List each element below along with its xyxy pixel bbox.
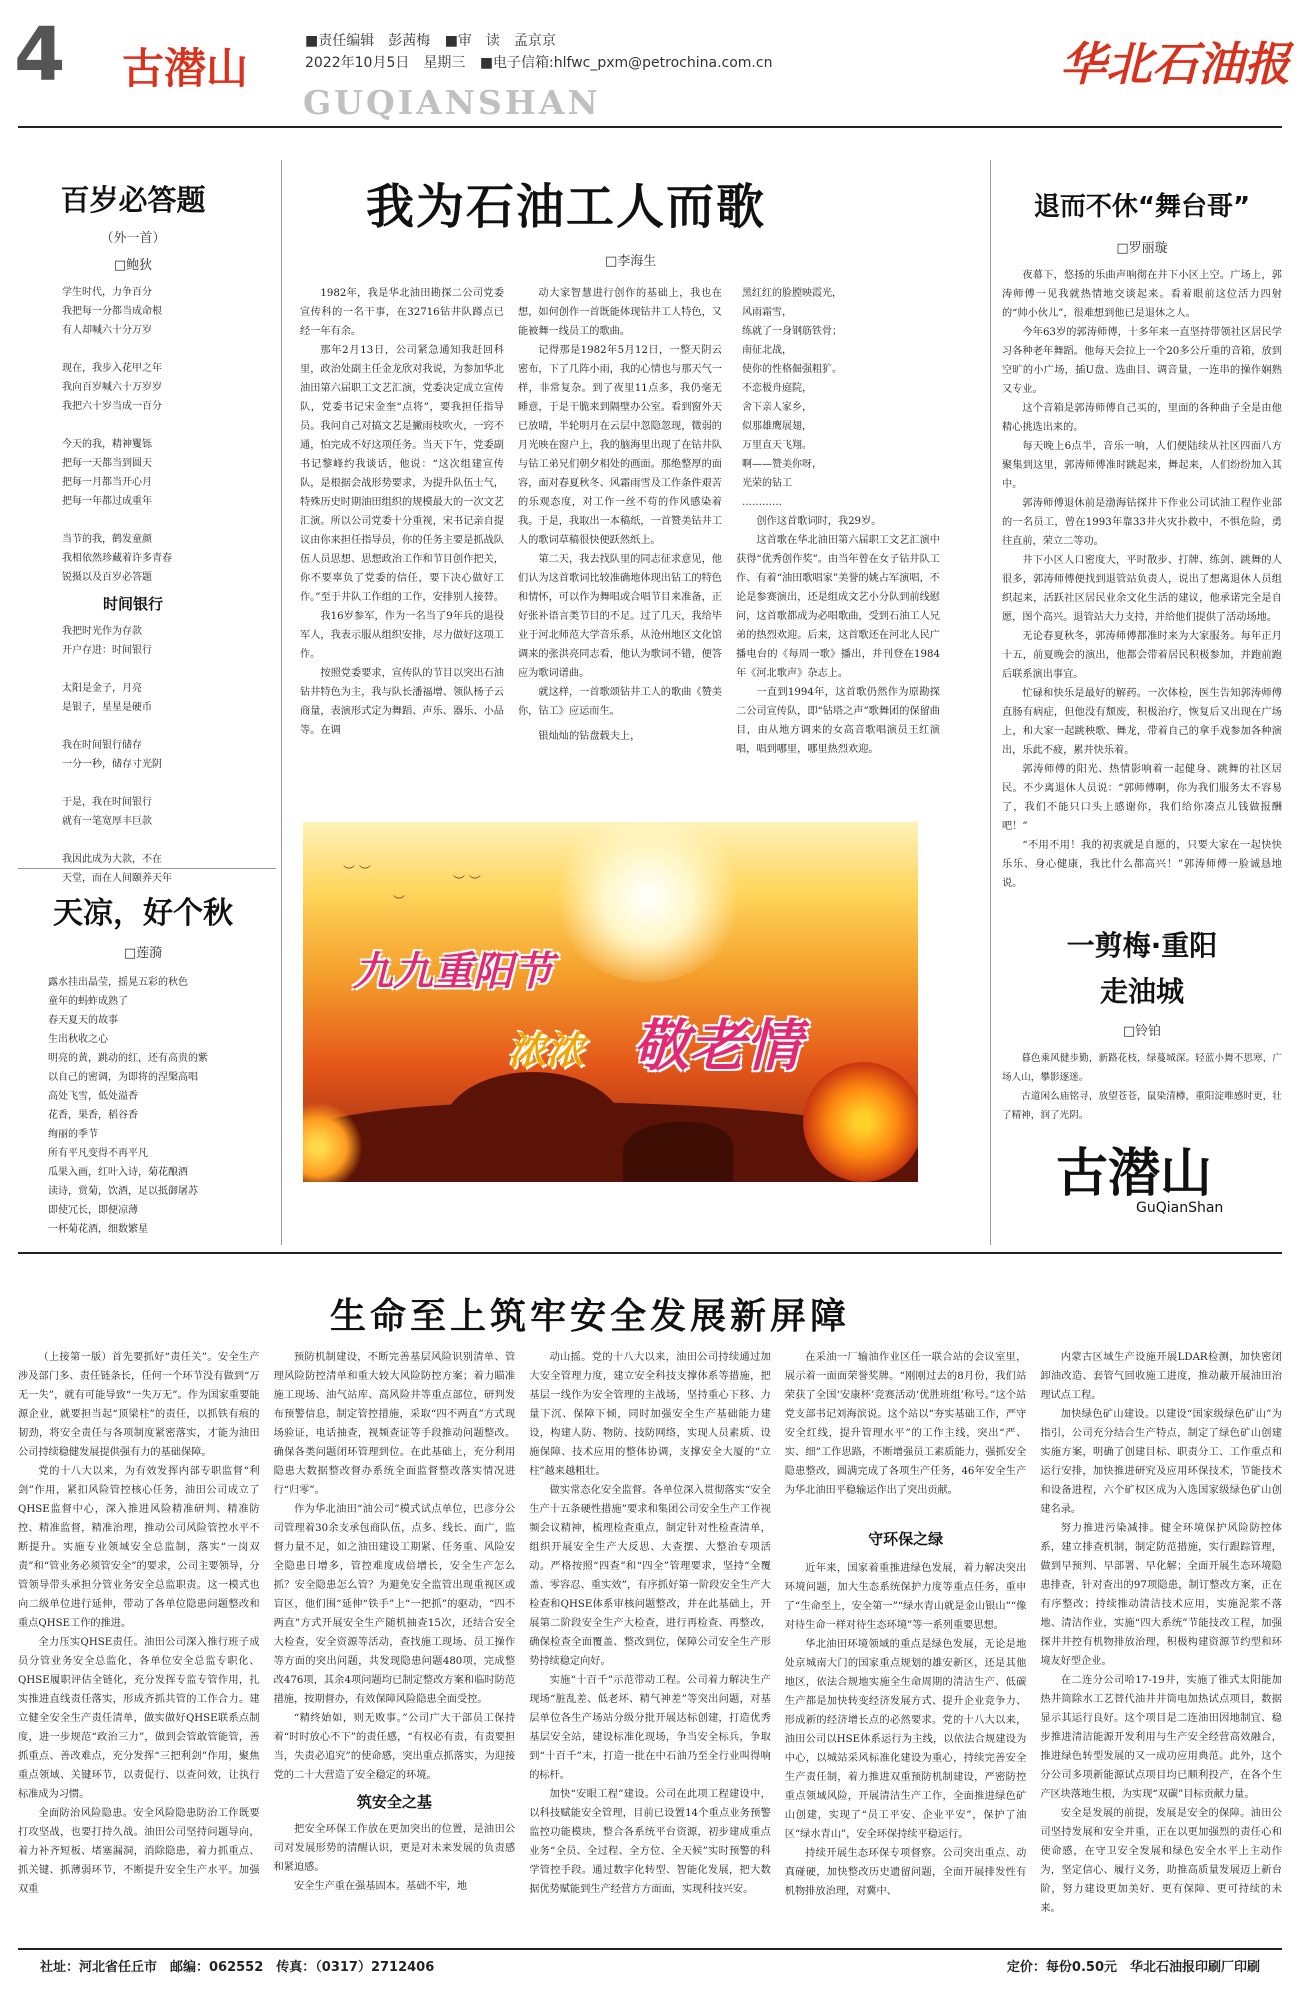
bird-icon: ︶	[393, 894, 406, 908]
poem2-title: 时间银行	[102, 595, 163, 613]
right-article-title: 退而不休“舞台哥”	[1033, 192, 1251, 222]
poem3-author: □莲漪	[123, 946, 163, 961]
footer-address: 社址：河北省任丘市 邮编：062552 传真：（0317）2712406	[40, 1960, 435, 1975]
page-number: 4	[14, 12, 66, 98]
banner-subtitle-2: 敬老情	[633, 1014, 801, 1079]
column-logo-pinyin: GuQianShan	[1136, 1200, 1224, 1216]
song-lyrics: 黑红红的脸膛映霞光， 风雨霜雪， 练就了一身钢筋铁骨； 南征北战， 使你的性格倔强粗犷。 不恋极舟庭院， 舍下亲人家乡， 似那雄鹰展翅， 万里直天飞翔。 啊——赞美你呀， 光荣的钻工 …………	[742, 288, 842, 508]
main-article-title: 我为石油工人而歌	[366, 179, 767, 235]
song-first-line: 银灿灿的钻盘载夫上，	[538, 731, 641, 742]
poem3-title: 天凉，好个秋	[53, 896, 233, 931]
pagoda-shape	[623, 1122, 733, 1182]
column-divider	[990, 160, 991, 1245]
bottom-col3: 动山摇。党的十八大以来，油田公司持续通过加大安全管理力度，建立安全科技支撑体系等措施，把基层一线作为安全管理的主战场，坚持重心下移、力量下沉、保障下倾，同时加强安全生产基础能力建设，构建人防、物防、技防网络，实现人员素质、设施保障、技术应用的整体协调，支撑安全大厦的“立柱”越来越粗壮。 做实常态化安全监督。各单位深入贯彻落实“安全生产十五条硬性措施”要求和集团公司安全生产工作视频会议精神，梳理检查重点，制定针对性检查清单，组织开展安全生产大反思、大查摆、大整治专项活动。严格按照“四查”和“四全”管理要求，坚持“全覆盖、零容忍、重实效”，有序抓好第一阶段安全生产大检查和QHSE体系审核问题整改，并在此基础上，开展第二阶段安全生产大检查，进行再检查、再整改，确保检查全面覆盖、整改到位，保障公司安全生产形势持续稳定向好。 实施“十百千”示范带动工程。公司着力解决生产现场“脏乱差、低老坏、精气神差”等突出问题，对基层单位各生产场站分级分批开展达标创建，打造优秀基层安全站，建设标准化现场，争当安全标兵，争取到“十百千”末，打造一批在中石油乃至全行业叫得响的标杆。 加快“安眼工程”建设。公司在此项工程建设中，以科技赋能安全管理，目前已设置14个重点业务预警监控功能模块，整合各系统平台资源，初步建成重点业务“全员、全过程、全方位、全天候”实时预警的科学管控手段。通过数字化转型、智能化发展，把大数据优势赋能到生产经营方方面面，实现科技兴安。	[529, 1352, 771, 1895]
email[interactable]: ■电子信箱:hlfwc_pxm@petrochina.com.cn	[479, 55, 773, 71]
poem1-body: 学生时代，力争百分 我把每一分都当成命根 有人却喊六十分万岁 现在，我步入花甲之年 我向百岁喊六十万岁岁 我把六十岁当成一百分 今天的我，精神矍铄 把每一天都当到圆天 把每一月都当开心月 把每一年都过成重年 当节的我，鹤发童颜 我相依然珍藏着许多青春 锐摄以及百岁必答题	[62, 287, 172, 583]
chrysanthemum	[803, 1062, 918, 1182]
header-meta-row2	[305, 52, 782, 72]
main-col1: 1982年，我是华北油田勘探二公司党委宣传科的一名干事，在32716钻井队蹲点已经一年有余。 那年2月13日，公司紧急通知我赶回科里，政治处副主任金龙欣对我说，为参加华北油田第六届职工文艺汇演，党委决定成立宣传队，党委书记宋金奎“点将”，要我担任指导员。我问自己对搞文艺是撇雨枝吹火，一窍不通，怕完成不好这项任务。当天下午，党委副书记黎峰约我谈话，他说：“这次组建宣传队，是根据会战形势要求，为提升队伍士气，特殊历史时期油田组织的规模最大的一次文艺汇演。所以公司党委十分重视，宋书记亲自提议由你来担任指导员，你的任务主要是抓战队伍人员思想、思想政治工作和节目创作把关，你不要辜负了党委的信任，要下决心做好工作。”至于井队工作组的工作，安排别人接替。 我16岁参军，作为一名当了9年兵的退役军人，我表示服从组织安排，尽力做好这项工作。 按照党委要求，宣传队的节目以突出石油钻井特色为主，我与队长潘福增、领队杨子云商量，表演形式定为舞蹈、声乐、器乐、小品等。在调	[300, 288, 504, 736]
bottom-col2-subhead: 筑安全之基	[356, 1793, 432, 1811]
section-rule	[18, 1252, 1282, 1254]
newspaper-logo: 华北石油报	[1060, 37, 1290, 91]
editor: ■责任编辑 彭茜梅	[305, 33, 431, 49]
bottom-col4: 在采油一厂输油作业区任一联合站的会议室里，展示着一面面荣誉奖牌。“刚刚过去的8月份，我们站荣获了全国‘安康杯’竞赛活动‘优胜班组’称号。”这个站党支部书记刘海滨说。这个站以“夯实基础工作，严守安全红线，提升管理水平”的工作主线，突出“严、实、细”工作思路，不断增强员工素质能力，强抓安全隐患整改，圆满完成了各项生产任务，46年安全生产为华北油田平稳输运作出了突出贡献。 守环保之绿 近年来，国家着重推进绿色发展，着力解决突出环境问题，加大生态系统保护力度等重点任务，重申了“生命至上，安全第一”“绿水青山就是金山银山”“像对待生命一样对待生态环境”等一系列重要思想。 华北油田环境领域的重点是绿色发展，无论是地处京城南大门的国家重点规划的雄安新区，还是其他地区，依法合规地实施全生命周期的清洁生产、低碳生产都是加快转变经济发展方式、提升企业竞争力、形成新的经济增长点的必然要求。党的十八大以来，油田公司以HSE体系运行为主线，以依法合规建设为中心，以城站采风标准化建设为重心，持续完善安全生产责任制，着力推进双重预防机制建设，严密防控重点领域风险，开展清洁生产工作，全面推进绿色矿山创建，实现了“员工平安、企业平安”，保护了油区“绿水青山”，安全环保持续平稳运行。 持续开展生态环保专项督察。公司突出重点、动真碰硬，加快整改历史遗留问题，全面开展排发性有机物排放治理，对冀中、	[784, 1352, 1027, 1897]
main-article-body	[300, 284, 940, 804]
bottom-col4-subhead: 守环保之绿	[868, 1530, 944, 1548]
bottom-article-body	[18, 1348, 1282, 1933]
main-col3	[736, 284, 940, 804]
section-pinyin: GUQIANSHAN	[303, 83, 601, 122]
column-divider	[281, 160, 282, 1245]
footer-price: 定价：每份0.50元 华北石油报印刷厂印刷	[1006, 1960, 1260, 1975]
bottom-article-title: 生命至上筑牢安全发展新屏障	[330, 1296, 851, 1337]
chongyang-banner	[303, 822, 918, 1182]
bird-icon: ︶ ︶	[343, 864, 371, 878]
poem2-body: 我把时光作为存款 开户存进：时间银行 太阳是金子，月亮 是银子，星星是硬币 我在时间银行储存 一分一秒，储存寸光阴 于是，我在时间银行 就有一笔宽厚丰巨款 我因此成为大款，不在 天堂，而在人间颐养天年	[62, 626, 172, 884]
right-article-author: □罗丽璇	[1116, 241, 1168, 256]
section-title: 古潜山	[122, 44, 249, 93]
right-poem	[1002, 924, 1282, 1125]
right-poem-body: 暮色乘风健步勤，新路花枝，绿蔓城深。轻蓝小舞不思寒，广场人山，攀影逐迷。 古道闲么庙铭寻，放望苍苍，鼠染清樽，重阳淀唯感时更，壮了精神，润了光阴。	[1002, 1053, 1282, 1121]
column-logo	[1056, 1143, 1256, 1220]
main-col2: 动大家智慧进行创作的基础上，我也在想，如何创作一首既能体现钻井工人特色，又能被舞一线员工的歌曲。 记得那是1982年5月12日，一整天阴云密布，下了几阵小雨，我的心情也与那天气一样，非常复杂。到了夜里11点多，我仍毫无睡意，于是干脆来到隔壁办公室。看到窗外天已放晴，半轮明月在云层中忽隐忽现，微弱的月光映在窗户上，我的脑海里出现了在钻井队与钻工弟兄们朝夕相处的画面。那绝整厚的面容，面对春夏秋冬、风霜雨雪及工作条件艰苦的乐观态度，对工作一丝不苟的作风感染着我。于是，我取出一本稿纸，一首赞美钻井工人的歌词草稿很快便跃然纸上。 第二天，我去找队里的同志征求意见，他们认为这首歌词比较准确地体现出钻工的特色和情怀，可以作为舞唱或合唱节目来准备，正好张补语言类节目的不足。过了几天，我给毕业于河北师范大学音乐系，从沧州地区文化馆调来的张洪亮同志看，他认为歌词不错，便答应为歌词谱曲。 就这样，一首歌颂钻井工人的歌曲《赞美你，钻工》应运而生。 银灿灿的钻盘载夫上，	[518, 284, 722, 804]
right-poem-title-2: 走油城	[1099, 975, 1184, 1008]
poem3	[18, 888, 268, 1239]
mountain-shape	[443, 1072, 623, 1182]
bottom-col2: 预防机制建设，不断完善基层风险识别清单、管理风险防控清单和重大较大风险防控方案；着力瞄准施工现场、油气站库、高风险井等重点部位，研判发布预警信息，制定管控措施，采取“四不两直”方式现场验证，电话抽查，视频查证等手段推动问题整改。确保各类问题闭环管理到位。在此基础上，充分利用隐患大数据整改督办系统全面监督整改落实情况进行“归零”。 作为华北油田“油公司”模式试点单位，巴彦分公司管理着30余支承包商队伍，点多、线长、面广，监督力量不足，如之油田建设工期紧、任务重、风险安全隐患日增多，管控难度成倍增长，安全生产怎么抓？安全隐患怎么管？为避免安全监管出现重视区或盲区，他们围“延伸“铁手”上“一把抓”的驱动，“四不两直”方式开展安全生产随机抽查15次，还结合安全大检查，安全资源等活动，查找施工现场、员工操作等方面的突出问题，共发现隐患问题480项，完成整改476项，其余4项问题均已制定整改方案和临时防范措施，按期督办，有效保障风险隐患全面受控。 “精终始如，则无败事。”公司广大干部员工保持着“时时放心不下”的责任感，“有权必有责，有责要担当，失责必追究”的使命感，突出重点抓落实，为迎接党的二十大营造了安全稳定的环境。 筑安全之基 把安全环保工作放在更加突出的位置，是油田公司对发展形势的清醒认识，更是对未来发展的负责感和紧迫感。 安全生产重在强基固本。基础不牢，地	[273, 1352, 516, 1892]
divider	[18, 868, 276, 869]
bird-icon: ︶ ︶	[453, 874, 481, 888]
banner-title: 九九重阳节	[353, 949, 553, 995]
header-rule	[18, 126, 1282, 128]
poem1-title: 百岁必答题	[60, 183, 206, 217]
main-article-author: □李海生	[605, 254, 657, 269]
bottom-col5: 内蒙古区域生产设施开展LDAR检测，加快密闭卸油改造、套管气回收施工进度，推动蔽开展油田治理试点工程。 加快绿色矿山建设。以建设“国家级绿色矿山”为指引，公司充分结合生产特点，制定了绿色矿山创建实施方案，明确了创建目标、职责分工、工作重点和运行安排，加快推进研究及应用环保技术，节能技术和设备进程，六个矿权区成为入选国家级绿色矿山创建名录。 努力推进污染减排。健全环境保护风险防控体系，建立排查机制，制定防范措施，实行跟踪管理，做到早预判、早部署、早化解；全面开展生态环境隐患排查，针对查出的97项隐患，制订整改方案，正在有序整改；持续推动清洁技术应用，实施泥浆不落地、清洁作业，实施“四大系统”节能技改工程，加强探井井控有机物排放治理，积极构建资源节约型和环境友好型企业。 在二连分公司哈17-19井，实施了锥式太阳能加热井筒除水工艺替代油井井筒电加热试点项目，数据显示其运行良好。这个项目是二连油田因地制宜、稳步推进清洁能源开发利用与生产安全经营高效融合，推进绿色转型发展的又一成功应用典范。此外，这个分公司多项新能源试点项目均已顺利投产，在各个生产区块落地生根，为实现“双碳”目标贡献力量。 安全是发展的前提，发展是安全的保障。油田公司坚持发展和安全并重，正在以更加强烈的责任心和使命感，在守卫安全发展和绿色安全水平上主动作为，坚定信心、履行义务，助推高质量发展迈上新台阶，努力建设更加美好、更有保障、更可持续的未来。	[1040, 1352, 1282, 1914]
right-poem-author: □铃铂	[1122, 1024, 1162, 1039]
main-col3-text: 创作这首歌词时，我29岁。 这首歌在华北油田第六届职工文艺汇演中获得“优秀创作奖”。由当年曾在女子钻井队工作、有着“油田歌唱家”美誉的姚占军演唱，不论是参赛演出，还是组成文艺小分队到前线慰问，这首歌都成为必唱歌曲，受到石油工人兄弟的热烈欢迎。后来，这首歌还在河北人民广播电台的《每周一歌》播出，并刊登在1984年《河北歌声》杂志上。 一直到1994年，这首歌仍然作为原勘探二公司宣传队，即“钻塔之声”歌舞团的保留曲目，由从地方调来的女高音歌唱演员王红演唱，唱到哪里，哪里热烈欢迎。	[736, 516, 940, 755]
right-article	[1002, 186, 1282, 906]
sun-glow	[553, 822, 743, 982]
poem1-subtitle: （外一首）	[100, 231, 166, 246]
column-logo-text: 古潜山	[1056, 1143, 1213, 1204]
poem3-body: 露水挂出晶莹，摇晃五彩的秋色 童年的蚂蚱成熟了 春天夏天的故事 生出秋收之心 明亮的黄，跳动的红，还有高贵的紫 以自己的密调，为即将的涅槃高唱 高处飞雪，低处溢香 花香，果香，稻谷香 绚丽的季节 所有平凡变得不再平凡 瓜果入画，红叶入诗，菊花酿酒 读诗，赏菊，饮酒，足以抵御屠苏 即使冗长，即便凉薄 一杯菊花酒，细数繁星	[48, 977, 208, 1235]
bottom-col1: （上接第一版）首先要抓好“责任关”。安全生产涉及部门多、责任链条长，任何一个环节没有做到“万无一失”，就有可能导致“一失万无”。作为国家重要能源企业，就要担当起“顶梁柱”的责任，以抓铁有痕的韧劲，将安全责任与各项制度紧密落实，才能为油田公司持续稳健发展提供强有力的基础保障。 党的十八大以来，为有效发挥内部专职监督“利剑”作用，紧扣风险管控核心任务，油田公司成立了QHSE监督中心，深入推进风险精准研判、精准防控、精准监督，精准治理，推动公司风险管控水平不断提升。实施专业领域安全总监制，落实“一岗双责”和“管业务必须管安全”的要求，公司主要领导，分管领导带头承担分管业务安全总监职责。这一模式也向二级单位进行延伸，带动了各单位隐患问题整改和重点QHSE工作的推进。 全力压实QHSE责任。油田公司深入推行班子成员分管业务安全总监化，各单位安全总监专职化、QHSE履职评估全链化，充分发挥专监专管作用，扎实推进直线责任落实，形成齐抓共管的工作合力。建立健全安全生产责任清单，做实做好QHSE联系点制度，进一步规范“政治三力”，做到会管敢管能管，善抓重点、善改难点，充分发挥“三把利剑”作用，聚焦重点领域、关键环节，以责促行、以查问效，让执行标准成为习惯。 全面防治风险隐患。安全风险隐患防治工作既要打攻坚战，也要打持久战。油田公司坚持问题导向，着力补齐短板、堵塞漏洞，消除隐患，着力抓重点、抓关键、抓薄弱环节，不断提升安全生产水平。加强双重	[18, 1352, 260, 1895]
proofreader: ■审 读 孟京京	[444, 33, 556, 49]
issue-date: 2022年10月5日 星期三	[305, 55, 466, 71]
banner-subtitle-1: 浓浓	[508, 1029, 585, 1073]
header-meta-row1	[305, 30, 566, 50]
poem1-author: □鲍狄	[113, 258, 153, 273]
right-poem-title-1: 一剪梅·重阳	[1066, 929, 1218, 962]
poem1	[18, 178, 248, 888]
footer-rule	[18, 1948, 1282, 1950]
right-article-body: 夜幕下，悠扬的乐曲声响彻在井下小区上空。广场上，郭涛师傅一见我就热情地交谈起来。看着眼前这位活力四射的“帅小伙儿”，很难想到他已是退休之人。 今年63岁的郭涛师傅，十多年来一直坚持带领社区居民学习各种老年舞蹈。他每天会拉上一个20多公斤重的音箱，放到空旷的小广场，插U盘、选曲目、调音量，一连串的操作娴熟又专业。 这个音箱是郭涛师傅自己买的，里面的各种曲子全是由他精心挑选出来的。 每天晚上6点半，音乐一响，人们便陆续从社区四面八方聚集到这里，郭涛师傅准时跳起来，舞起来，人们纷纷加入其中。 郭涛师傅退休前是渤海钻探井下作业公司试油工程作业部的一名员工，曾在1993年靠33井火灾扑救中，不惧危险，勇往直前，荣立二等功。 井下小区人口密度大，平时散步、打牌、练剑、跳舞的人很多，郭涛师傅便找到退管站负责人，说出了想离退休人员组织起来，活跃社区居民业余文化生活的建议，他承诺完全是自愿，图个高兴。退管站大力支持，并给他们提供了活动场地。 无论春夏秋冬，郭涛师傅都准时来为大家服务。每年正月十五，前夏晚会的演出，他都会带着居民积极参加，并跑前跑后联系演出事宜。 忙碌和快乐是最好的解药。一次体检，医生告知郭涛师傅直肠有病症，但他没有颓废，积极治疗，恢复后又出现在广场上，和大家一起跳秧歌、舞龙，带着自己的拿手戏参加各种演出，乐此不疲，累并快乐着。 郭涛师傅的阳光、热情影响着一起健身、跳舞的社区居民。不少离退休人员说：“郭师傅啊，你为我们服务太不容易了，我们不能只口头上感谢你，我们给你凑点儿钱做报酬吧！” “不用不用！我的初衷就是自愿的，只要大家在一起快快乐乐、身心健康，我比什么都高兴！”郭涛师傅一脸诚恳地说。	[1002, 270, 1282, 889]
